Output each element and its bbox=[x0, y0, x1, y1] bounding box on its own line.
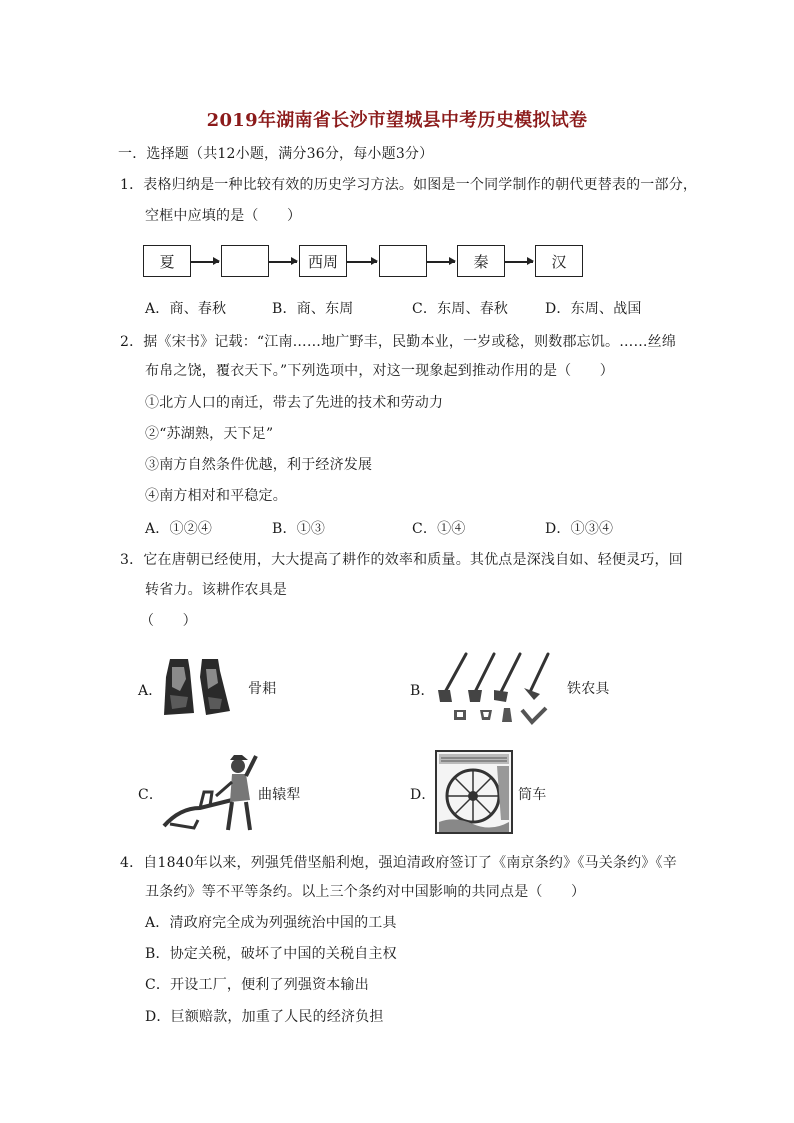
q2-item-2: ②“苏湖熟，天下足” bbox=[145, 426, 274, 442]
q3-option-a-letter: A． bbox=[138, 683, 163, 699]
arrow-right-icon bbox=[347, 261, 377, 263]
q1-option-a: A．商、春秋 bbox=[145, 301, 227, 317]
q3-option-b-label: 铁农具 bbox=[567, 681, 610, 697]
q4-option-c: C．开设工厂，便利了列强资本输出 bbox=[145, 977, 369, 993]
q1-option-b: B．商、东周 bbox=[272, 301, 354, 317]
q3-option-d-letter: D． bbox=[410, 787, 436, 803]
dynasty-box-5: 秦 bbox=[457, 245, 505, 277]
q4-option-a: A．清政府完全成为列强统治中国的工具 bbox=[145, 915, 397, 931]
curved-plow-icon bbox=[160, 752, 260, 832]
dynasty-box-6: 汉 bbox=[535, 245, 583, 277]
section-heading: 一．选择题（共12小题，满分36分，每小题3分） bbox=[118, 146, 434, 162]
q3-option-a-label: 骨耜 bbox=[248, 681, 277, 697]
q3-option-b-letter: B． bbox=[410, 683, 435, 699]
q3-stem-line3: （ ） bbox=[140, 613, 197, 629]
q3-stem-line2: 转省力。该耕作农具是 bbox=[145, 582, 287, 598]
q3-option-c-letter: C． bbox=[138, 787, 164, 803]
water-wheel-icon bbox=[435, 750, 513, 834]
q3-stem-line1: 3．它在唐朝已经使用，大大提高了耕作的效率和质量。其优点是深浅自如、轻便灵巧，回 bbox=[120, 552, 683, 568]
q2-option-b: B．①③ bbox=[272, 521, 326, 537]
iron-tools-icon bbox=[436, 650, 564, 732]
q2-item-4: ④南方相对和平稳定。 bbox=[145, 488, 287, 504]
q4-stem-line2: 丑条约》等不平等条约。以上三个条约对中国影响的共同点是（ ） bbox=[145, 884, 586, 900]
q2-option-a: A．①②④ bbox=[145, 521, 213, 537]
q4-stem-line1: 4．自1840年以来，列强凭借坚船利炮，强迫清政府签订了《南京条约》《马关条约》《辛 bbox=[120, 855, 677, 871]
dynasty-box-2-blank bbox=[221, 245, 269, 277]
q3-option-c-label: 曲辕犁 bbox=[258, 787, 301, 803]
dynasty-box-4-blank bbox=[379, 245, 427, 277]
q2-option-c: C．①④ bbox=[412, 521, 466, 537]
arrow-right-icon bbox=[191, 261, 219, 263]
q1-stem-line1: 1．表格归纳是一种比较有效的历史学习方法。如图是一个同学制作的朝代更替表的一部分， bbox=[120, 177, 698, 193]
q4-option-d: D．巨额赔款，加重了人民的经济负担 bbox=[145, 1009, 384, 1025]
q1-option-d: D．东周、战国 bbox=[545, 301, 642, 317]
q4-option-b: B．协定关税，破坏了中国的关税自主权 bbox=[145, 946, 397, 962]
arrow-right-icon bbox=[427, 261, 455, 263]
q2-option-d: D．①③④ bbox=[545, 521, 614, 537]
dynasty-box-3: 西周 bbox=[299, 245, 347, 277]
q2-stem-line2: 布帛之饶，覆衣天下。”下列选项中，对这一现象起到推动作用的是（ ） bbox=[145, 363, 614, 379]
q2-item-1: ①北方人口的南迁，带去了先进的技术和劳动力 bbox=[145, 395, 444, 411]
arrow-right-icon bbox=[505, 261, 533, 263]
q1-stem-line2: 空框中应填的是（ ） bbox=[145, 208, 302, 224]
bone-spade-icon bbox=[158, 657, 236, 717]
q2-stem-line1: 2．据《宋书》记载：“江南……地广野丰，民勤本业，一岁或稔，则数郡忘饥。……丝绵 bbox=[120, 334, 677, 350]
page-title: 2019年湖南省长沙市望城县中考历史模拟试卷 bbox=[206, 110, 588, 131]
dynasty-box-1: 夏 bbox=[143, 245, 191, 277]
q1-option-c: C．东周、春秋 bbox=[412, 301, 509, 317]
q3-option-d-label: 筒车 bbox=[518, 787, 547, 803]
arrow-right-icon bbox=[269, 261, 297, 263]
q2-item-3: ③南方自然条件优越，利于经济发展 bbox=[145, 457, 373, 473]
